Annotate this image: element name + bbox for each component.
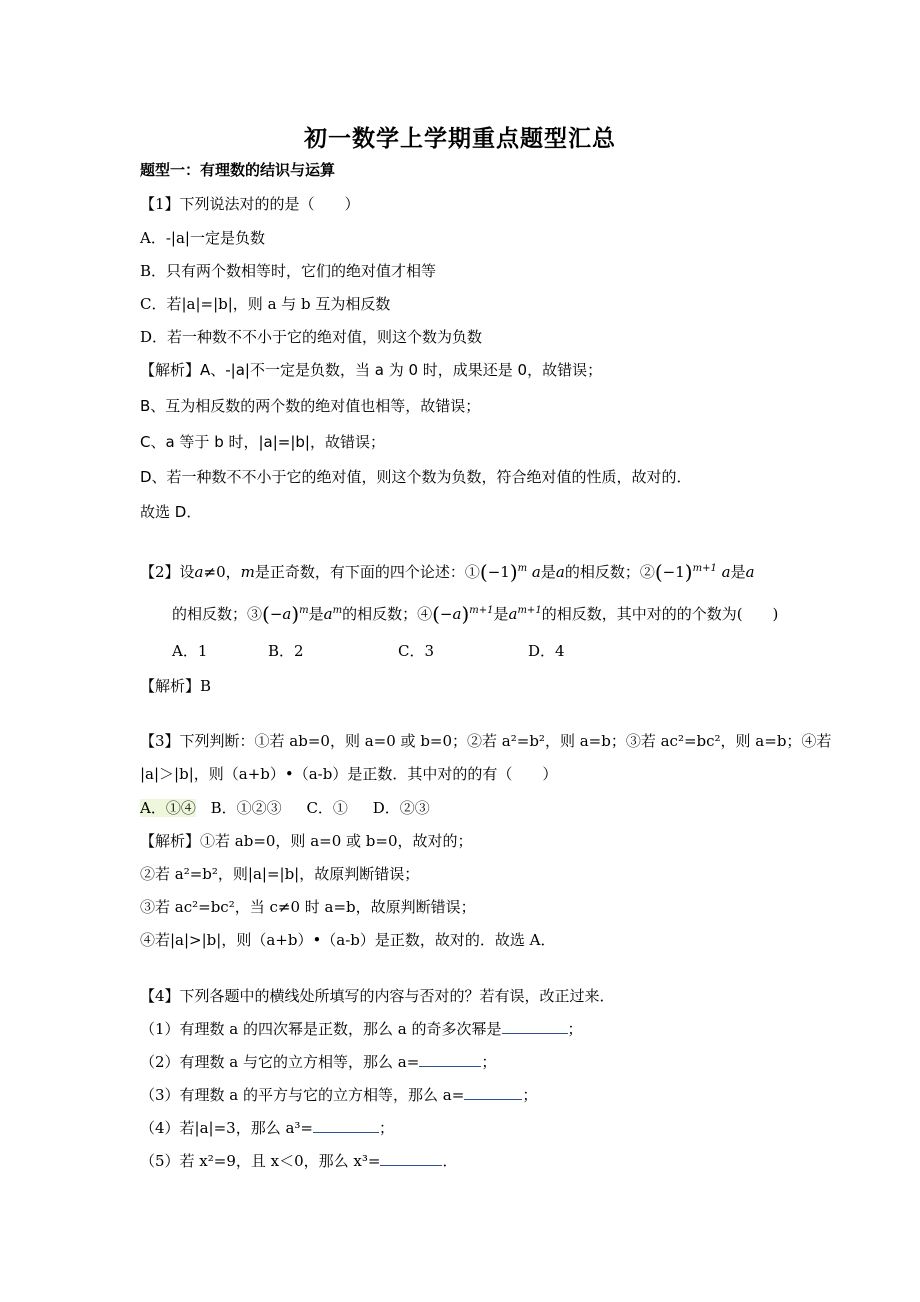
q1-analysis-3: C、a 等于 b 时，|a|=|b|，故错误； (140, 433, 385, 451)
q4-item-2: （2）有理数 a 与它的立方相等，那么 a= ； (140, 1053, 497, 1071)
q2-option-d: D．4 (528, 642, 565, 660)
q3-stem-2: |a|＞|b|，则（a+b）•（a-b）是正数．其中对的的有（ ） (140, 765, 558, 783)
q3-analysis-1: 【解析】①若 ab=0，则 a=0 或 b=0，故对的； (140, 832, 473, 850)
answer-blank[interactable] (313, 1118, 379, 1133)
q1-analysis-1: 【解析】A、-|a|不一定是负数，当 a 为 0 时，成果还是 0，故错误； (140, 361, 603, 379)
answer-blank[interactable] (380, 1151, 442, 1166)
q1-option-d: D．若一种数不不小于它的绝对值，则这个数为负数 (140, 328, 483, 346)
answer-blank[interactable] (502, 1019, 568, 1034)
q2-option-c: C．3 (398, 642, 435, 660)
q3-option-a: A．①④ (140, 799, 196, 817)
q3-option-d: D．②③ (372, 799, 430, 817)
q3-analysis-4: ④若|a|>|b|，则（a+b）•（a-b）是正数，故对的．故选 A． (140, 931, 556, 949)
q1-option-c: C．若|a|=|b|，则 a 与 b 互为相反数 (140, 295, 391, 313)
q1-stem: 【1】下列说法对的的是（ ） (140, 195, 360, 213)
q4-item-1: （1）有理数 a 的四次幂是正数，那么 a 的奇多次幂是 ； (140, 1020, 583, 1038)
q2-option-b: B．2 (268, 642, 304, 660)
q2-line-2: 的相反数；$③(-a)^m$是$a^m$的相反数；$④(-a)^{m+1}$是$a^{m+1}$的相反数，其中对的的个数为( ) (172, 602, 779, 626)
q3-analysis-2: ②若 a²=b²，则|a|=|b|，故原判断错误； (140, 865, 420, 883)
q4-item-5: （5）若 x²=9，且 x＜0，那么 x³= ． (140, 1152, 458, 1170)
q1-analysis-4: D、若一种数不不小于它的绝对值，则这个数为负数，符合绝对值的性质，故对的． (140, 468, 692, 486)
answer-blank[interactable] (419, 1052, 481, 1067)
q3-option-b: B．①②③ (210, 799, 282, 817)
q4-item-3: （3）有理数 a 的平方与它的立方相等，那么 a= ； (140, 1086, 538, 1104)
q2-analysis: 【解析】B (140, 677, 212, 695)
q2-option-a: A．1 (172, 642, 208, 660)
answer-blank[interactable] (464, 1085, 522, 1100)
page-title: 初一数学上学期重点题型汇总 (304, 126, 616, 152)
q1-conclusion: 故选 D． (140, 503, 202, 521)
q1-analysis-2: B、互为相反数的两个数的绝对值也相等，故错误； (140, 397, 481, 415)
q1-option-b: B．只有两个数相等时，它们的绝对值才相等 (140, 262, 437, 280)
q3-option-c: C．① (306, 799, 348, 817)
q3-analysis-3: ③若 ac²=bc²，当 c≠0 时 a=b，故原判断错误； (140, 898, 476, 916)
q4-stem: 【4】下列各题中的横线处所填写的内容与否对的？若有误，改正过来． (140, 987, 615, 1005)
q4-item-4: （4）若|a|=3，那么 a³= ； (140, 1119, 395, 1137)
q1-option-a: A．-|a|一定是负数 (140, 229, 265, 247)
q3-stem-1: 【3】下列判断：①若 ab=0，则 a=0 或 b=0；②若 a²=b²，则 a=b；③若 ac²=bc²，则 a=b；④若 (140, 732, 832, 750)
section-heading: 题型一：有理数的结识与运算 (140, 161, 336, 179)
q3-options (140, 798, 430, 818)
q2-line-1: 【2】设a≠0，m是正奇数，有下面的四个论述：$①(-1)^m$ a是a的相反数；$②(-1)^{m+1}$ a是a (140, 560, 755, 584)
